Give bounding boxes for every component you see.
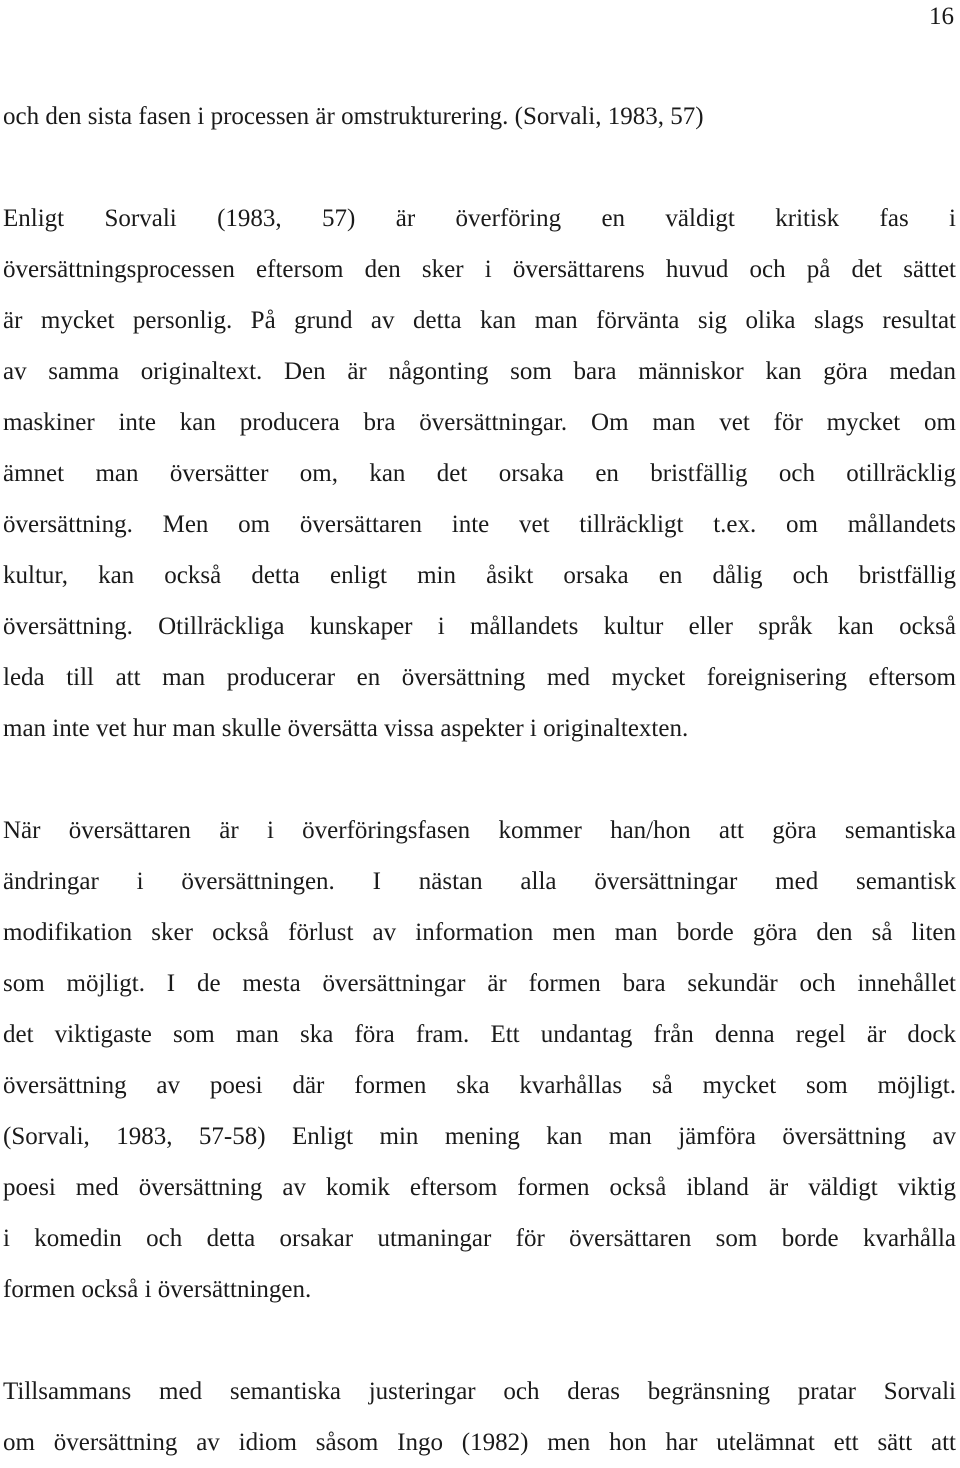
text-line: leda till att man producerar en översättning med mycket foreignisering eftersom bbox=[3, 664, 956, 691]
text-line: översättning. Otillräckliga kunskaper i mållandets kultur eller språk kan också bbox=[3, 613, 956, 640]
text-line: poesi med översättning av komik eftersom formen också ibland är väldigt viktig bbox=[3, 1174, 956, 1201]
text-line: kultur, kan också detta enligt min åsikt orsaka en dålig och bristfällig bbox=[3, 562, 956, 589]
paragraph-1 bbox=[3, 91, 956, 142]
text-line: man inte vet hur man skulle översätta vissa aspekter i originaltexten. bbox=[3, 715, 689, 742]
text-line: När översättaren är i överföringsfasen kommer han/hon att göra semantiska bbox=[3, 817, 956, 844]
text-line: är mycket personlig. På grund av detta kan man förvänta sig olika slags resultat bbox=[3, 307, 956, 334]
paragraph-2 bbox=[3, 193, 956, 754]
text-line: av samma originaltext. Den är någonting som bara människor kan göra medan bbox=[3, 358, 956, 385]
paragraph-4 bbox=[3, 1366, 956, 1468]
paragraph-3 bbox=[3, 805, 956, 1315]
text-line: och den sista fasen i processen är omstrukturering. (Sorvali, 1983, 57) bbox=[3, 103, 704, 130]
text-line: om översättning av idiom såsom Ingo (1982) men hon har utelämnat ett sätt att bbox=[3, 1429, 956, 1456]
text-line: Tillsammans med semantiska justeringar och deras begränsning pratar Sorvali bbox=[3, 1378, 956, 1405]
text-line: modifikation sker också förlust av information men man borde göra den så liten bbox=[3, 919, 956, 946]
text-line: Enligt Sorvali (1983, 57) är överföring en väldigt kritisk fas i bbox=[3, 205, 956, 232]
text-line: (Sorvali, 1983, 57-58) Enligt min mening kan man jämföra översättning av bbox=[3, 1123, 956, 1150]
text-line: översättningsprocessen eftersom den sker i översättarens huvud och på det sättet bbox=[3, 256, 956, 283]
text-line: maskiner inte kan producera bra översättningar. Om man vet för mycket om bbox=[3, 409, 956, 436]
text-line: ändringar i översättningen. I nästan alla översättningar med semantisk bbox=[3, 868, 956, 895]
text-line: som möjligt. I de mesta översättningar är formen bara sekundär och innehållet bbox=[3, 970, 956, 997]
text-line: formen också i översättningen. bbox=[3, 1276, 312, 1303]
text-line: översättning. Men om översättaren inte vet tillräckligt t.ex. om mållandets bbox=[3, 511, 956, 538]
text-line: ämnet man översätter om, kan det orsaka en bristfällig och otillräcklig bbox=[3, 460, 956, 487]
text-line: i komedin och detta orsakar utmaningar för översättaren som borde kvarhålla bbox=[3, 1225, 956, 1252]
text-line: det viktigaste som man ska föra fram. Ett undantag från denna regel är dock bbox=[3, 1021, 956, 1048]
text-line: översättning av poesi där formen ska kvarhållas så mycket som möjligt. bbox=[3, 1072, 956, 1099]
page-number: 16 bbox=[929, 3, 954, 30]
